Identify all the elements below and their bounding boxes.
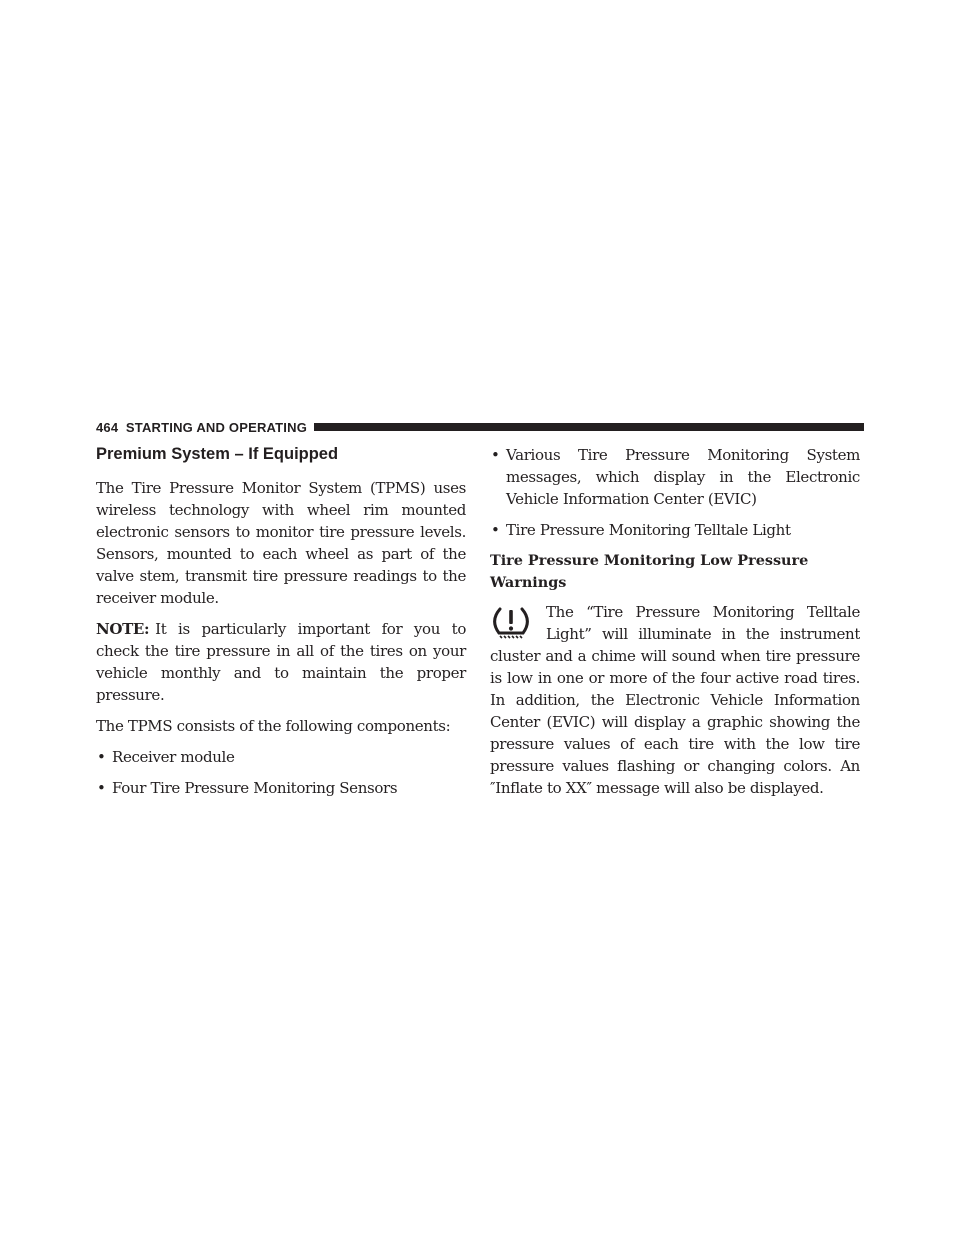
note-label: NOTE: [96,620,150,638]
note-text: It is particularly important for you to check the tire pressure in all of the tires on your vehicle monthly and to maintain the proper pressure. [96,620,466,704]
section-heading: Premium System – If Equipped [96,445,339,463]
tire-pressure-telltale-icon [492,605,530,639]
components-intro: The TPMS consists of the following components: [96,717,451,735]
list-item [96,746,466,768]
intro-paragraph: The Tire Pressure Monitor System (TPMS) uses wireless technology with wheel rim mounted electronic sensors to monitor tire pressure levels. Sensors, mounted to each wheel as part of the valve stem, transmit tire pressure readings to the receiver module. [96,479,466,607]
list-item-text: Tire Pressure Monitoring Telltale Light [506,521,791,539]
components-list-continued [490,444,860,541]
bullet-icon: • [491,521,500,539]
section-title: STARTING AND OPERATING [125,419,308,435]
header-rule [314,423,864,431]
page-header [96,419,864,435]
bullet-icon: • [97,779,106,797]
bullet-icon: • [491,446,500,464]
list-item-text: Four Tire Pressure Monitoring Sensors [112,779,398,797]
components-list [96,746,466,799]
right-column [490,444,860,799]
warning-paragraph: The “Tire Pressure Monitoring Telltale Light” will illuminate in the instrument cluster and a chime will sound when tire pressure is low in one or more of the four active road tires. In addition, the Electronic Vehicle Information Center (EVIC) will display a graphic showing the pressure values of each tire with the low tire pressure values flashing or changing colors. An ″Inflate to XX″ message will also be displayed. [490,603,860,797]
warnings-subheading: Tire Pressure Monitoring Low Pressure Warnings [490,552,809,591]
list-item-text: Various Tire Pressure Monitoring System messages, which display in the Electronic Vehicle Information Center (EVIC) [506,446,860,508]
note-paragraph [96,618,466,706]
list-item [490,519,860,541]
left-column [96,444,466,808]
list-item [96,777,466,799]
warning-block [490,601,860,799]
bullet-icon: • [97,748,106,766]
list-item [490,444,860,510]
page-number: 464 [96,419,119,435]
list-item-text: Receiver module [112,748,235,766]
page-header-text [96,420,307,435]
